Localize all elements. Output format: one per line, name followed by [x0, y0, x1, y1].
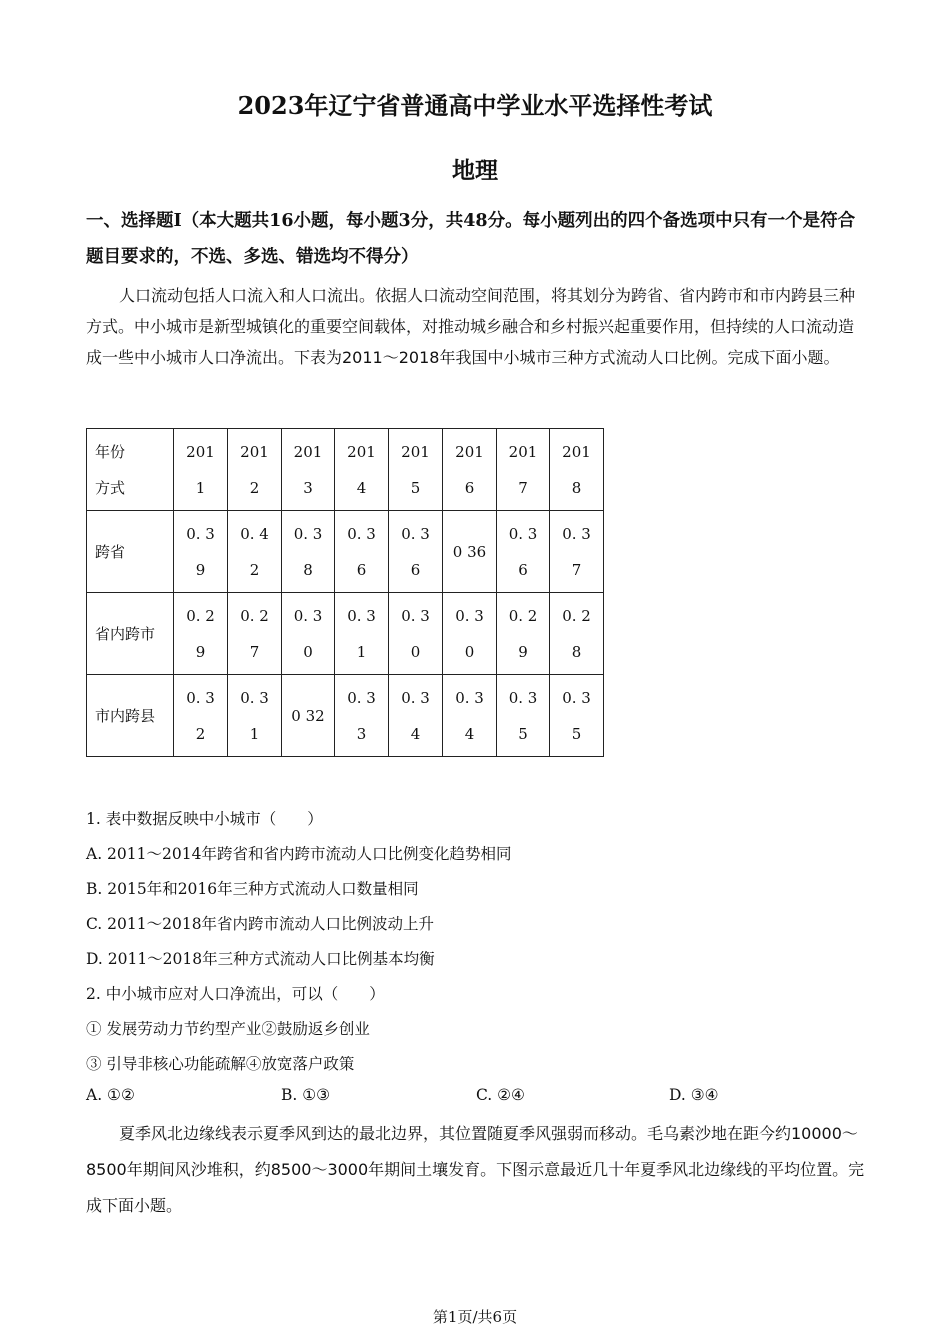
- subject-title: 地理: [452, 157, 498, 184]
- exam-title: 2023年辽宁省普通高中学业水平选择性考试: [237, 91, 713, 120]
- question-2-option-a: A. ①②: [86, 1086, 135, 1104]
- question-1-option-c: C. 2011～2018年省内跨市流动人口比例波动上升: [86, 915, 435, 933]
- row-label: 省内跨市: [87, 593, 174, 675]
- table-row: [87, 675, 604, 757]
- table-row: [87, 511, 604, 593]
- row-label: 跨省: [87, 511, 174, 593]
- table-cell: 0. 28: [550, 593, 604, 675]
- table-cell: 0. 30: [443, 593, 497, 675]
- year-header: 2011: [174, 429, 228, 511]
- table-cell: 0. 35: [497, 675, 550, 757]
- passage-population-flow: 人口流动包括人口流入和人口流出。依据人口流动空间范围，将其划分为跨省、省内跨市和市内跨县三种方式。中小城市是新型城镇化的重要空间载体，对推动城乡融合和乡村振兴起重要作用，但持续的人口流动造成一些中小城市人口净流出。下表为2011～2018年我国中小城市三种方式流动人口比例。完成下面小题。: [86, 286, 856, 367]
- question-1-option-b: B. 2015年和2016年三种方式流动人口数量相同: [86, 880, 419, 898]
- table-cell: 0. 27: [228, 593, 282, 675]
- table-cell: 0. 34: [443, 675, 497, 757]
- question-1-option-a: A. 2011～2014年跨省和省内跨市流动人口比例变化趋势相同: [86, 845, 512, 863]
- year-header: 2017: [497, 429, 550, 511]
- corner-mode-label: 方式: [95, 478, 126, 497]
- question-2-items-line-1: ① 发展劳动力节约型产业②鼓励返乡创业: [86, 1020, 370, 1038]
- table-cell: 0. 38: [282, 511, 335, 593]
- table-cell: 0. 39: [174, 511, 228, 593]
- table-cell: 0. 36: [389, 511, 443, 593]
- question-1-stem: 1. 表中数据反映中小城市（ ）: [86, 810, 323, 828]
- question-1-option-d: D. 2011～2018年三种方式流动人口比例基本均衡: [86, 950, 435, 968]
- table-cell: 0. 42: [228, 511, 282, 593]
- table-corner-cell: [87, 429, 174, 511]
- question-2-option-d: D. ③④: [669, 1086, 719, 1104]
- passage-summer-monsoon: 夏季风北边缘线表示夏季风到达的最北边界，其位置随夏季风强弱而移动。毛乌素沙地在距今约10000～8500年期间风沙堆积，约8500～3000年期间土壤发育。下图示意最近几十年夏季风北边缘线的平均位置。完成下面小题。: [86, 1124, 865, 1215]
- year-header: 2013: [282, 429, 335, 511]
- question-2-option-b: B. ①③: [281, 1086, 331, 1104]
- table-cell: 0. 31: [335, 593, 389, 675]
- table-header-row: [87, 429, 604, 511]
- year-header: 2015: [389, 429, 443, 511]
- table-cell: 0. 32: [174, 675, 228, 757]
- table-cell: 0. 35: [550, 675, 604, 757]
- row-label: 市内跨县: [87, 675, 174, 757]
- table-cell: 0. 29: [497, 593, 550, 675]
- table-cell: 0. 37: [550, 511, 604, 593]
- question-2-items-line-2: ③ 引导非核心功能疏解④放宽落户政策: [86, 1055, 355, 1073]
- table-cell: 0 32: [282, 675, 335, 757]
- table-cell: 0. 36: [335, 511, 389, 593]
- year-header: 2016: [443, 429, 497, 511]
- table-cell: 0. 29: [174, 593, 228, 675]
- page-footer: 第1页/共6页: [432, 1308, 518, 1326]
- table-cell: 0. 34: [389, 675, 443, 757]
- question-2-option-c: C. ②④: [476, 1086, 525, 1104]
- year-header: 2012: [228, 429, 282, 511]
- year-header: 2014: [335, 429, 389, 511]
- section-heading: 一、选择题Ⅰ（本大题共16小题，每小题3分，共48分。每小题列出的四个备选项中只有一个是符合题目要求的，不选、多选、错选均不得分）: [86, 211, 856, 267]
- table-cell: 0. 31: [228, 675, 282, 757]
- table-row: [87, 593, 604, 675]
- table-cell: 0. 36: [497, 511, 550, 593]
- population-flow-table: [86, 428, 604, 757]
- table-cell: 0 36: [443, 511, 497, 593]
- question-2-stem: 2. 中小城市应对人口净流出，可以（ ）: [86, 985, 385, 1003]
- table-cell: 0. 30: [282, 593, 335, 675]
- table-cell: 0. 30: [389, 593, 443, 675]
- table-cell: 0. 33: [335, 675, 389, 757]
- year-header: 2018: [550, 429, 604, 511]
- corner-year-label: 年份: [95, 442, 126, 461]
